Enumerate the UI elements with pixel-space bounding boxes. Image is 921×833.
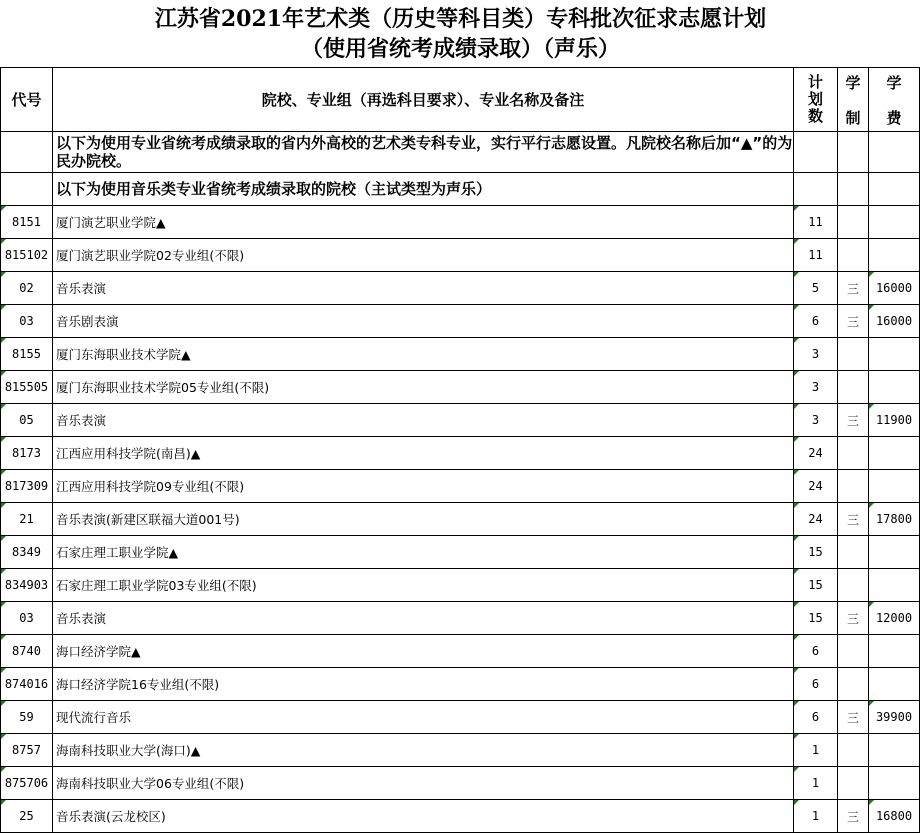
name-cell: 音乐表演 (53, 404, 794, 437)
years-cell (838, 734, 869, 767)
table-row (1, 569, 920, 602)
plan-cell: 6 (794, 635, 838, 668)
intro-plan-cell (794, 173, 838, 206)
table-row (1, 404, 920, 437)
years-cell (838, 668, 869, 701)
fee-cell: 16800 (869, 800, 920, 833)
name-cell: 石家庄理工职业学院03专业组(不限) (53, 569, 794, 602)
header-fee-char-1: 学 (886, 73, 902, 92)
years-cell (838, 635, 869, 668)
header-fee (869, 68, 920, 132)
code-cell: 03 (1, 305, 53, 338)
years-cell (838, 206, 869, 239)
name-cell: 厦门东海职业技术学院05专业组(不限) (53, 371, 794, 404)
fee-cell: 11900 (869, 404, 920, 437)
fee-cell (869, 338, 920, 371)
code-cell: 8740 (1, 635, 53, 668)
years-cell (838, 536, 869, 569)
code-cell: 59 (1, 701, 53, 734)
name-cell: 音乐表演 (53, 272, 794, 305)
name-cell: 海口经济学院16专业组(不限) (53, 668, 794, 701)
title-line-1: 江苏省2021年艺术类（历史等科目类）专科批次征求志愿计划 (154, 6, 767, 32)
table-row (1, 437, 920, 470)
table-row (1, 536, 920, 569)
fee-cell (869, 569, 920, 602)
years-cell: 三 (838, 602, 869, 635)
table-row (1, 602, 920, 635)
table-row (1, 206, 920, 239)
code-cell: 05 (1, 404, 53, 437)
code-cell: 25 (1, 800, 53, 833)
plan-cell: 6 (794, 305, 838, 338)
years-cell: 三 (838, 404, 869, 437)
fee-cell (869, 437, 920, 470)
code-cell: 8173 (1, 437, 53, 470)
table-row (1, 701, 920, 734)
fee-cell (869, 668, 920, 701)
header-plan-char-3: 数 (807, 107, 823, 125)
header-plan-char-1: 计 (807, 73, 823, 91)
table-row (1, 800, 920, 833)
plan-cell: 15 (794, 569, 838, 602)
intro-row (1, 132, 920, 173)
fee-cell (869, 734, 920, 767)
code-cell: 21 (1, 503, 53, 536)
plan-cell: 5 (794, 272, 838, 305)
years-cell (838, 767, 869, 800)
fee-cell: 16000 (869, 305, 920, 338)
code-cell: 8349 (1, 536, 53, 569)
code-cell: 834903 (1, 569, 53, 602)
name-cell: 音乐表演 (53, 602, 794, 635)
years-cell (838, 371, 869, 404)
table-row (1, 338, 920, 371)
code-cell: 815505 (1, 371, 53, 404)
name-cell: 海口经济学院▲ (53, 635, 794, 668)
code-cell: 03 (1, 602, 53, 635)
header-name: 院校、专业组（再选科目要求）、专业名称及备注 (53, 68, 794, 132)
intro-fee-cell (869, 132, 920, 173)
name-cell: 海南科技职业大学06专业组(不限) (53, 767, 794, 800)
table-row (1, 272, 920, 305)
intro-fee-cell (869, 173, 920, 206)
name-cell: 石家庄理工职业学院▲ (53, 536, 794, 569)
plan-cell: 15 (794, 536, 838, 569)
name-cell: 江西应用科技学院09专业组(不限) (53, 470, 794, 503)
plan-cell: 3 (794, 338, 838, 371)
document-title (0, 4, 921, 64)
plan-cell: 1 (794, 734, 838, 767)
code-cell: 815102 (1, 239, 53, 272)
years-cell: 三 (838, 503, 869, 536)
name-cell: 江西应用科技学院(南昌)▲ (53, 437, 794, 470)
plan-cell: 24 (794, 437, 838, 470)
fee-cell: 17800 (869, 503, 920, 536)
header-code: 代号 (1, 68, 53, 132)
fee-cell (869, 635, 920, 668)
header-years-char-1: 学 (845, 73, 861, 92)
years-cell (838, 338, 869, 371)
table-row (1, 239, 920, 272)
name-cell: 厦门东海职业技术学院▲ (53, 338, 794, 371)
fee-cell (869, 767, 920, 800)
table-row (1, 734, 920, 767)
plan-cell: 6 (794, 668, 838, 701)
fee-cell (869, 536, 920, 569)
plan-cell: 15 (794, 602, 838, 635)
name-cell: 音乐剧表演 (53, 305, 794, 338)
name-cell: 现代流行音乐 (53, 701, 794, 734)
header-row (1, 68, 920, 132)
plan-cell: 3 (794, 404, 838, 437)
name-cell: 海南科技职业大学(海口)▲ (53, 734, 794, 767)
plan-cell: 3 (794, 371, 838, 404)
fee-cell (869, 239, 920, 272)
fee-cell (869, 470, 920, 503)
intro-note-vocal-music: 以下为使用音乐类专业省统考成绩录取的院校（主试类型为声乐） (53, 173, 794, 206)
code-cell: 02 (1, 272, 53, 305)
plan-cell: 24 (794, 470, 838, 503)
years-cell: 三 (838, 701, 869, 734)
table-row (1, 767, 920, 800)
years-cell: 三 (838, 800, 869, 833)
table-row (1, 305, 920, 338)
years-cell (838, 569, 869, 602)
enrollment-plan-table (0, 67, 920, 833)
years-cell: 三 (838, 305, 869, 338)
header-years-char-2: 制 (845, 108, 861, 127)
code-cell: 874016 (1, 668, 53, 701)
code-cell: 8155 (1, 338, 53, 371)
fee-cell (869, 206, 920, 239)
plan-cell: 11 (794, 206, 838, 239)
years-cell: 三 (838, 272, 869, 305)
code-cell: 8757 (1, 734, 53, 767)
header-years (838, 68, 869, 132)
table-row (1, 470, 920, 503)
title-line-2: （使用省统考成绩录取）（声乐） (300, 36, 620, 62)
fee-cell: 16000 (869, 272, 920, 305)
name-cell: 厦门演艺职业学院02专业组(不限) (53, 239, 794, 272)
plan-cell: 1 (794, 767, 838, 800)
years-cell (838, 239, 869, 272)
header-plan-char-2: 划 (807, 90, 823, 108)
table-row (1, 635, 920, 668)
name-cell: 音乐表演(新建区联福大道001号) (53, 503, 794, 536)
header-plan (794, 68, 838, 132)
intro-code-cell (1, 132, 53, 173)
plan-cell: 11 (794, 239, 838, 272)
header-fee-char-2: 费 (886, 108, 902, 127)
years-cell (838, 437, 869, 470)
table-row (1, 371, 920, 404)
name-cell: 音乐表演(云龙校区) (53, 800, 794, 833)
name-cell: 厦门演艺职业学院▲ (53, 206, 794, 239)
code-cell: 875706 (1, 767, 53, 800)
plan-cell: 1 (794, 800, 838, 833)
plan-cell: 6 (794, 701, 838, 734)
years-cell (838, 470, 869, 503)
intro-code-cell (1, 173, 53, 206)
table-row (1, 668, 920, 701)
intro-years-cell (838, 173, 869, 206)
table-row (1, 503, 920, 536)
fee-cell (869, 371, 920, 404)
fee-cell: 12000 (869, 602, 920, 635)
code-cell: 8151 (1, 206, 53, 239)
intro-row (1, 173, 920, 206)
intro-note-private-schools: 以下为使用专业省统考成绩录取的省内外高校的艺术类专科专业，实行平行志愿设置。凡院校名称后加“▲”的为民办院校。 (53, 132, 794, 173)
intro-plan-cell (794, 132, 838, 173)
fee-cell: 39900 (869, 701, 920, 734)
intro-years-cell (838, 132, 869, 173)
plan-cell: 24 (794, 503, 838, 536)
code-cell: 817309 (1, 470, 53, 503)
